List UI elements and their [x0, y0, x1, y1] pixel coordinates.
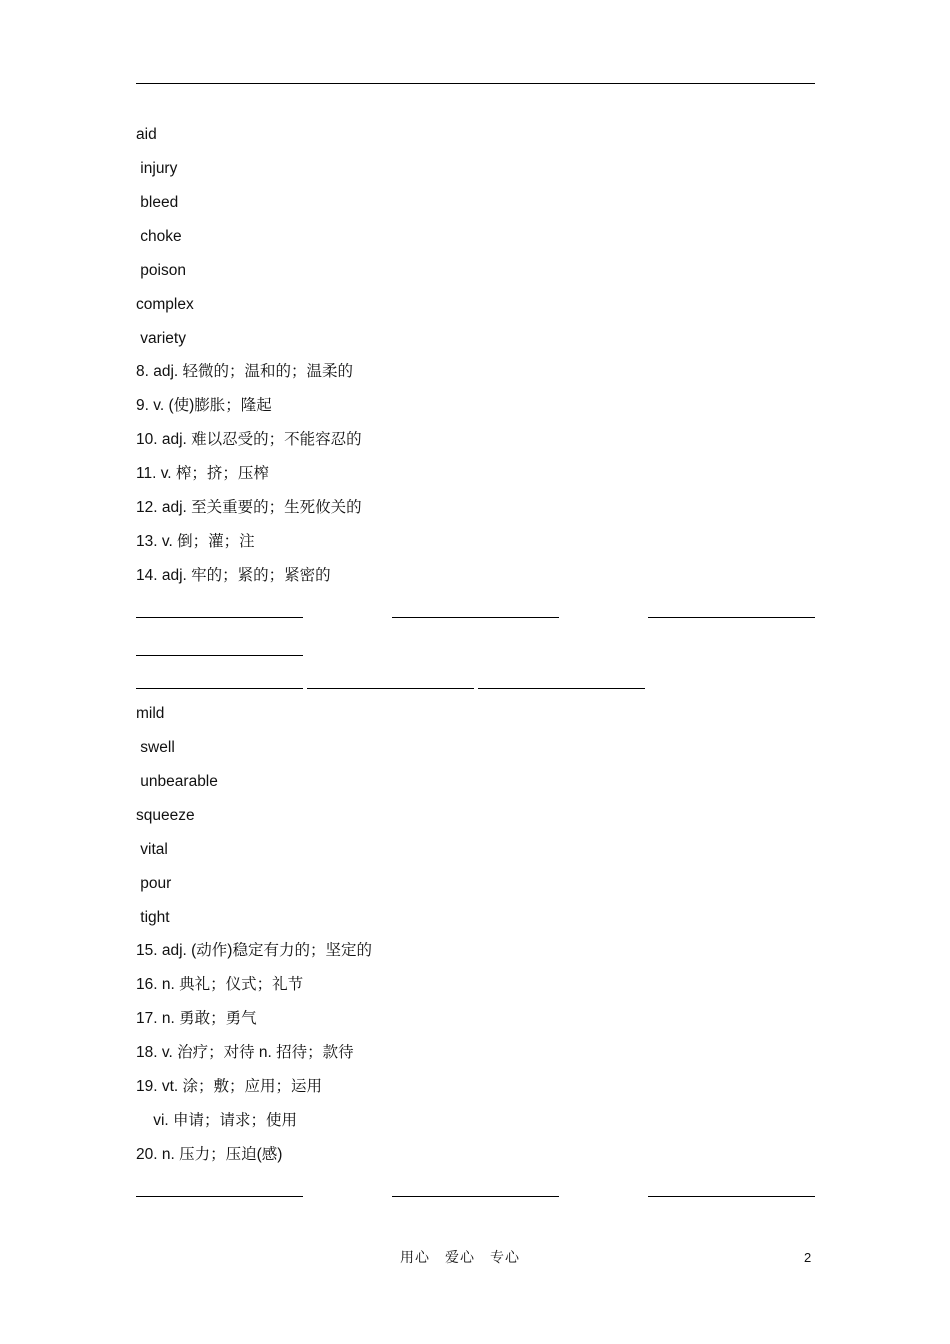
vocab-line: mild: [136, 705, 165, 722]
fill-blank: [648, 617, 815, 618]
vocab-definition: 10. adj. 难以忍受的；不能容忍的: [136, 431, 362, 448]
vocab-line: bleed: [136, 194, 179, 211]
footer-motto: 用心 爱心 专心: [400, 1250, 520, 1266]
vocab-definition: 15. adj. (动作)稳定有力的；坚定的: [136, 942, 372, 959]
vocab-line: choke: [136, 228, 182, 245]
vocab-definition: 19. vt. 涂；敷；应用；运用: [136, 1078, 323, 1095]
vocab-definition: 8. adj. 轻微的；温和的；温柔的: [136, 363, 354, 380]
vocab-definition: 9. v. (使)膨胀；隆起: [136, 397, 272, 414]
fill-blank: [307, 688, 474, 689]
vocab-line: tight: [136, 909, 170, 926]
vocab-definition: 13. v. 倒；灌；注: [136, 533, 255, 550]
vocab-line: poison: [136, 262, 186, 279]
vocab-line: pour: [136, 875, 172, 892]
vocab-definition: 17. n. 勇敢；勇气: [136, 1010, 257, 1027]
vocab-line: injury: [136, 160, 178, 177]
vocab-line: swell: [136, 739, 175, 756]
vocab-definition: vi. 申请；请求；使用: [136, 1112, 298, 1129]
vocab-line: variety: [136, 330, 186, 347]
vocab-line: aid: [136, 126, 157, 143]
fill-blank: [136, 617, 303, 618]
vocab-definition: 11. v. 榨；挤；压榨: [136, 465, 269, 482]
vocab-definition: 16. n. 典礼；仪式；礼节: [136, 976, 304, 993]
vocab-definition: 14. adj. 牢的；紧的；紧密的: [136, 567, 331, 584]
vocab-definition: 20. n. 压力；压迫(感): [136, 1146, 283, 1163]
vocab-line: unbearable: [136, 773, 218, 790]
vocab-line: squeeze: [136, 807, 195, 824]
header-rule: [136, 83, 815, 84]
vocab-line: vital: [136, 841, 168, 858]
vocab-definition: 12. adj. 至关重要的；生死攸关的: [136, 499, 362, 516]
vocab-line: complex: [136, 296, 194, 313]
fill-blank: [136, 655, 303, 656]
fill-blank: [136, 688, 303, 689]
vocab-definition: 18. v. 治疗；对待 n. 招待；款待: [136, 1044, 354, 1061]
fill-blank: [648, 1196, 815, 1197]
fill-blank: [136, 1196, 303, 1197]
page-number: 2: [804, 1250, 812, 1265]
fill-blank: [392, 617, 559, 618]
fill-blank: [478, 688, 645, 689]
fill-blank: [392, 1196, 559, 1197]
